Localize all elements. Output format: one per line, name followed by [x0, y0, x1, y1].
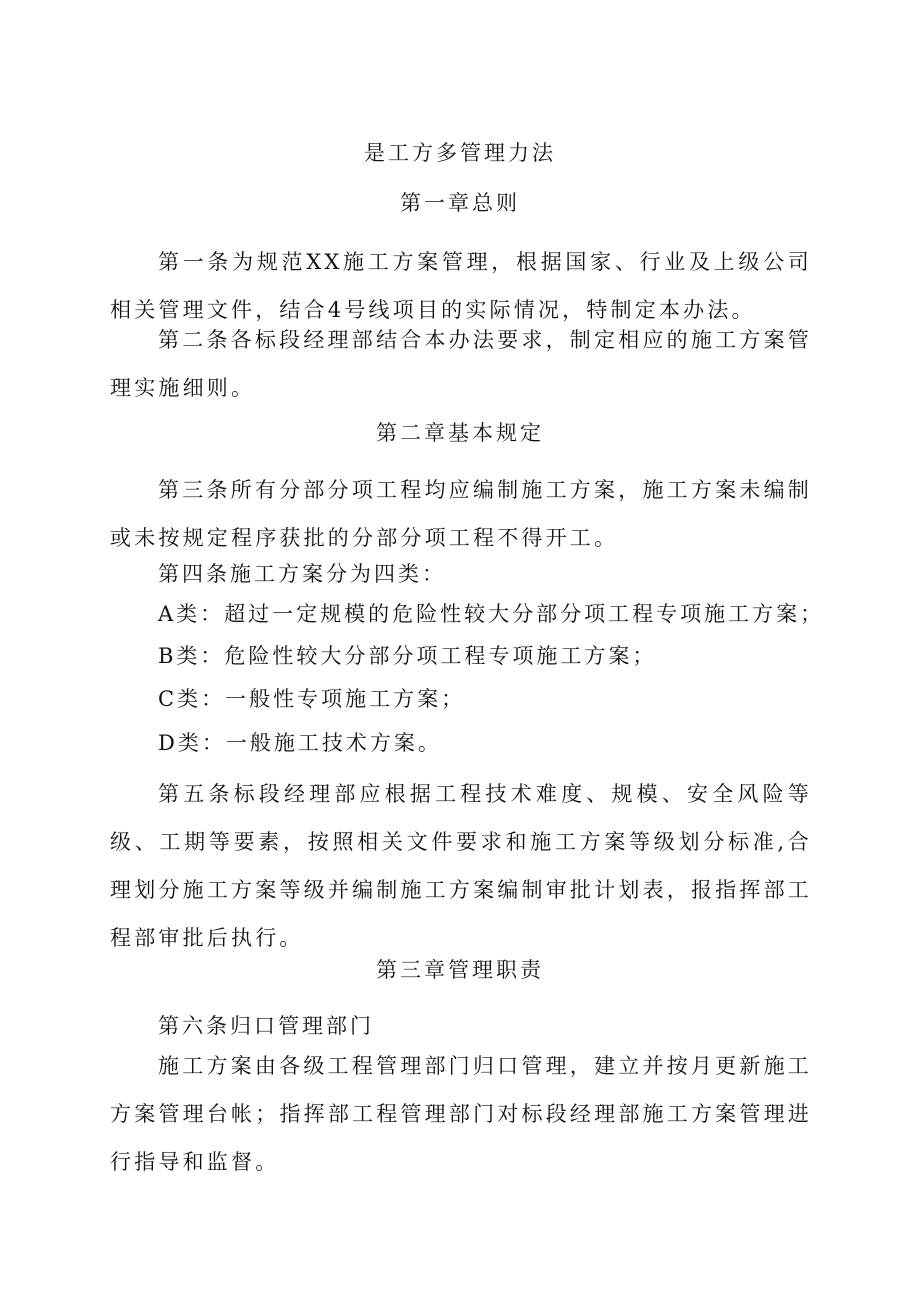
article-1-paragraph: 第一条为规范XX施工方案管理，根据国家、行业及上级公司相关管理文件，结合4号线项目的实际情况，特制定本办法。 [110, 250, 812, 322]
class-b-item: B类：危险性较大分部分项工程专项施工方案； [158, 644, 657, 668]
chapter-2-heading: 第二章基本规定 [376, 421, 544, 445]
chapter-3-heading: 第三章管理职责 [376, 958, 544, 982]
article-3-paragraph: 第三条所有分部分项工程均应编制施工方案，施工方案未编制或未按规定程序获批的分部分项工程不得开工。 [110, 478, 812, 550]
article-4-paragraph: 第四条施工方案分为四类： [158, 562, 446, 586]
document-title: 是工方多管理力法 [364, 141, 556, 165]
article-2-paragraph: 第二条各标段经理部结合本办法要求，制定相应的施工方案管理实施细则。 [110, 328, 812, 400]
chapter-1-heading: 第一章总则 [400, 191, 520, 215]
class-a-item: A类：超过一定规模的危险性较大分部分项工程专项施工方案； [158, 602, 825, 626]
class-c-item: C类：一般性专项施工方案； [158, 687, 466, 711]
article-6-heading: 第六条归口管理部门 [158, 1014, 374, 1038]
article-6-body: 施工方案由各级工程管理部门归口管理，建立并按月更新施工方案管理台帐；指挥部工程管理部门对标段经理部施工方案管理进行指导和监督。 [110, 1054, 812, 1174]
article-5-paragraph: 第五条标段经理部应根据工程技术难度、规模、安全风险等级、工期等要素，按照相关文件要求和施工方案等级划分标准,合理划分施工方案等级并编制施工方案编制审批计划表，报指挥部工程部审批后执行。 [110, 782, 812, 950]
class-d-item: D类：一般施工技术方案。 [158, 731, 442, 755]
